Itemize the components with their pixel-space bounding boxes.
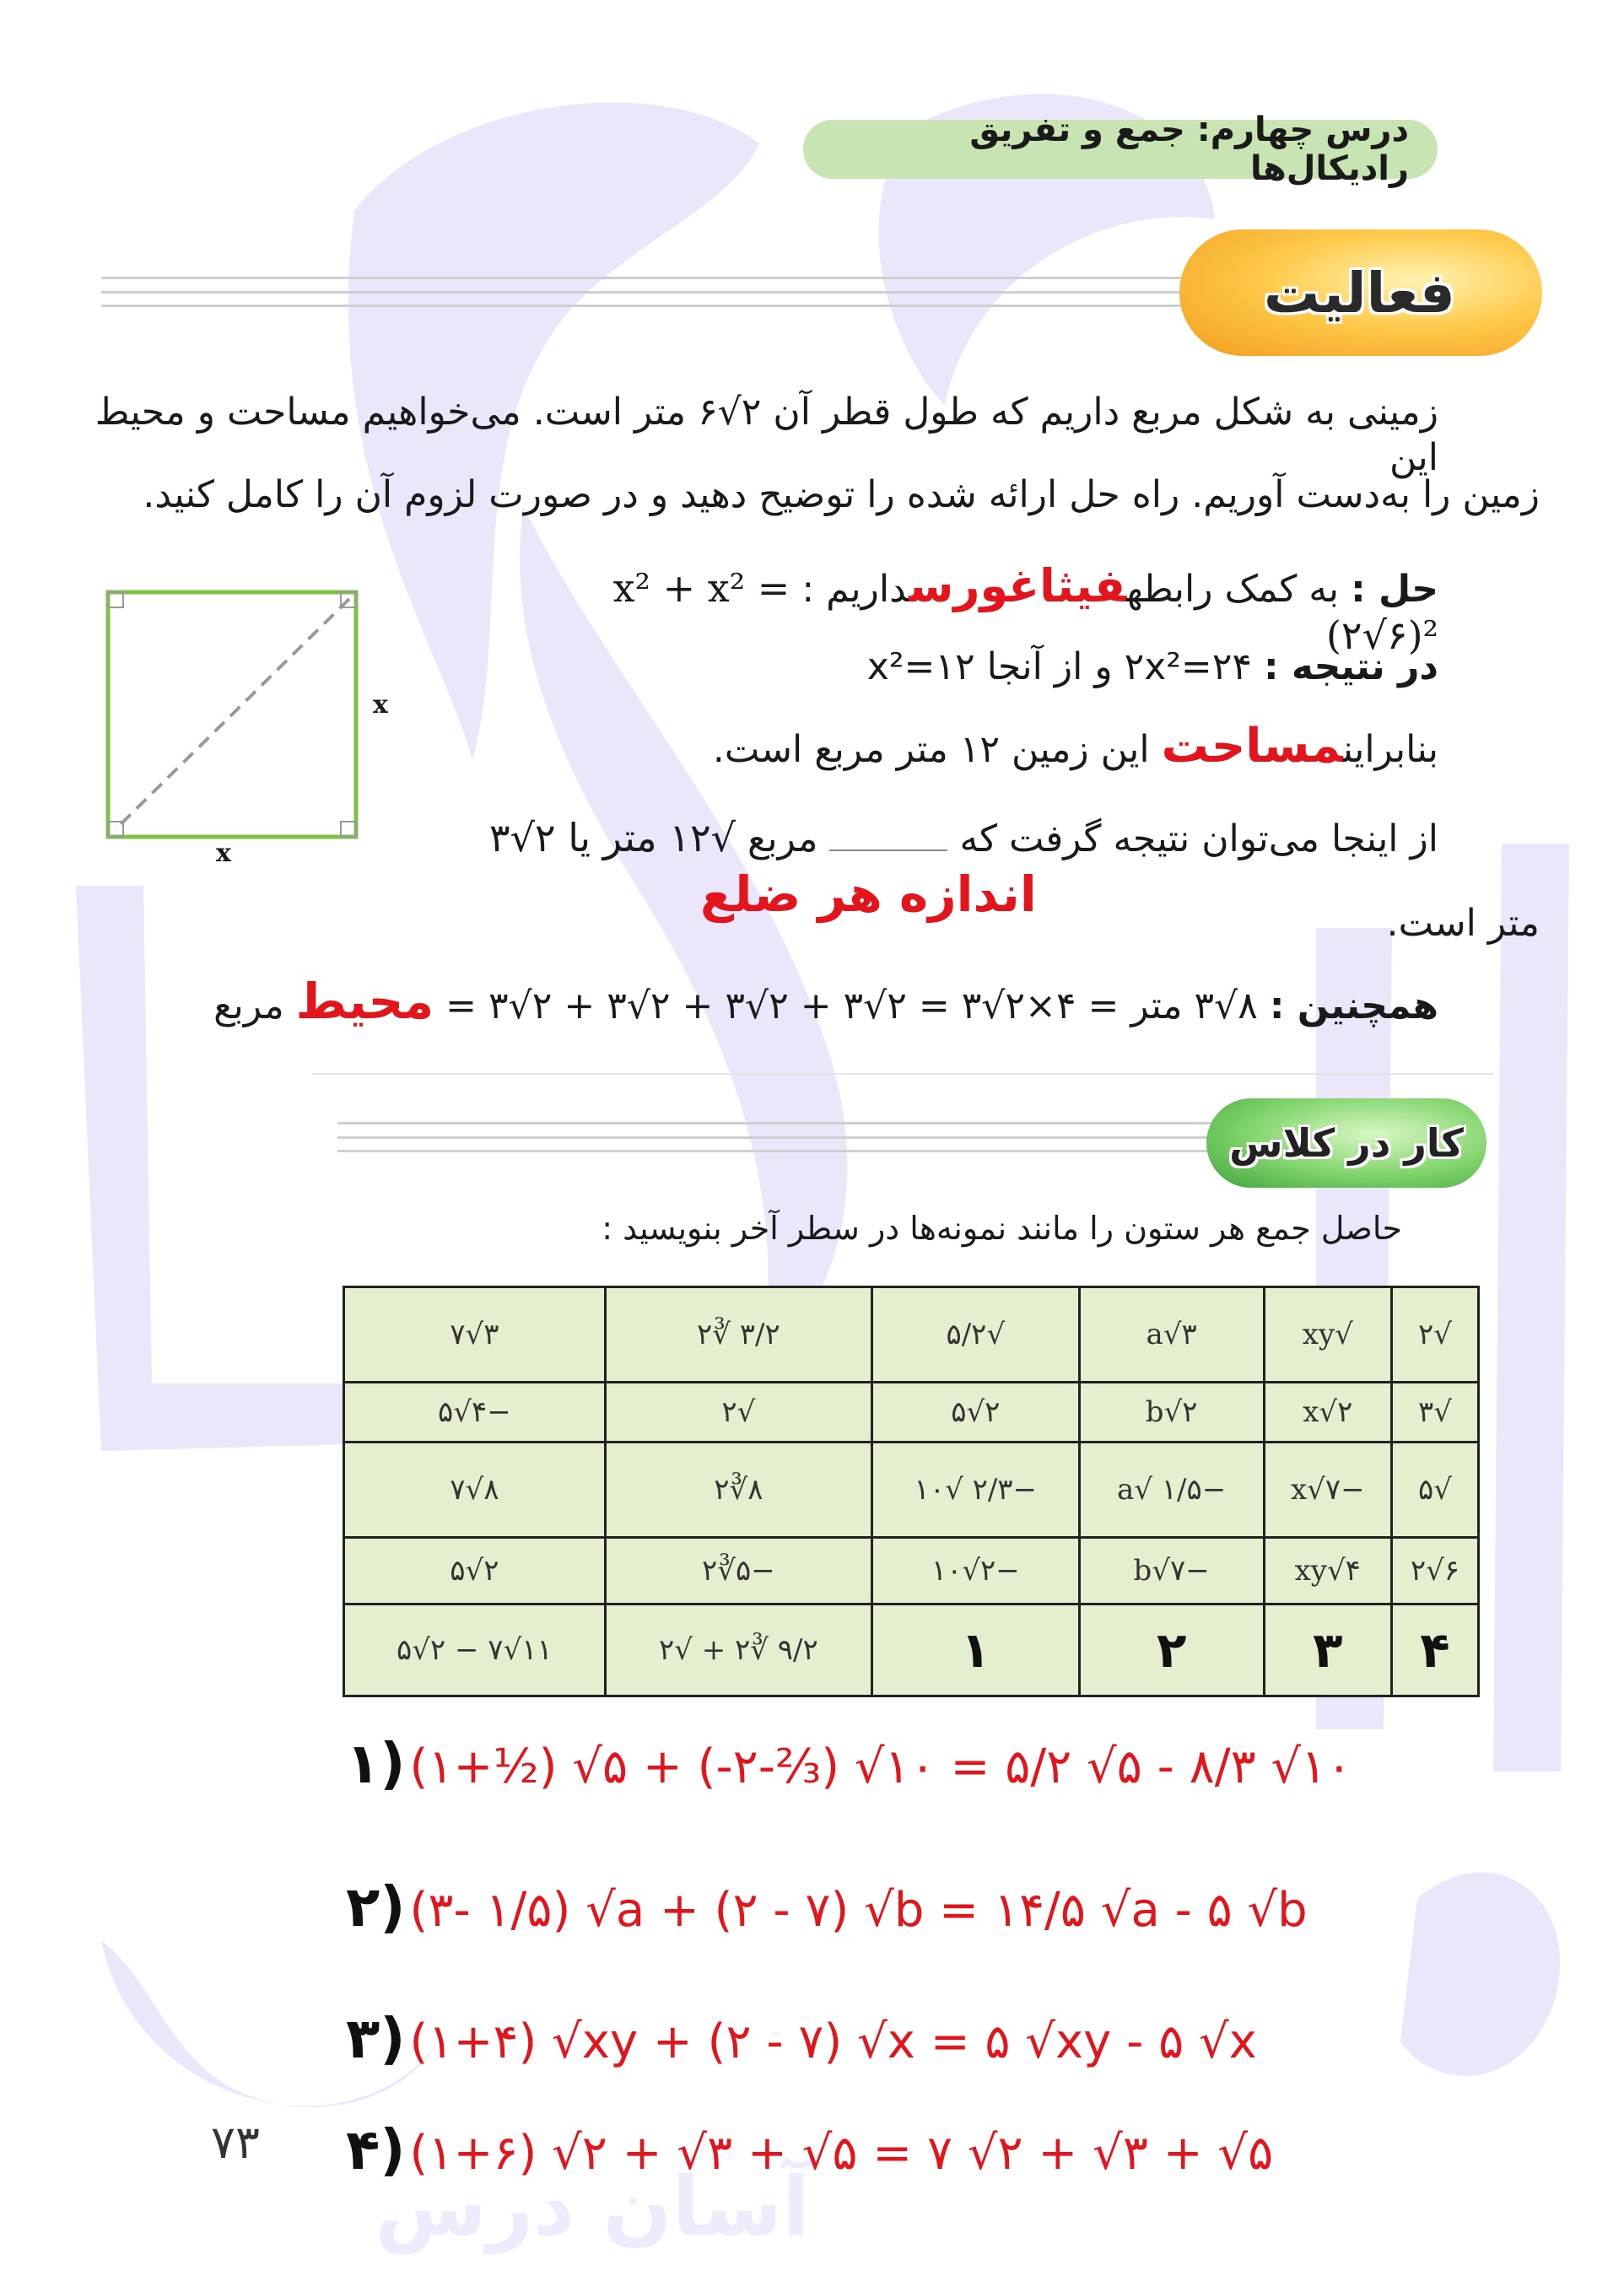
result-line: [523, 644, 1438, 690]
solution-have: داریم :: [801, 568, 909, 611]
table-cell: −۵∛۲: [605, 1538, 871, 1604]
table-cell: ۸∛۲: [605, 1443, 871, 1538]
table-cell: −۷√b: [1079, 1538, 1264, 1604]
side-line-2: [1181, 901, 1540, 946]
intro-text-1: زمینی به شکل مربع داریم که طول قطر آن ۲√۶ متر است. می‌خواهیم مساحت و محیط این: [94, 391, 1438, 479]
table-cell: ۸√۷: [344, 1443, 606, 1538]
table-cell: ۳√a: [1079, 1287, 1264, 1383]
side-text-b: مربع: [747, 817, 818, 860]
answer-number: ۳): [346, 2006, 406, 2071]
side-text-a: از اینجا می‌توان نتیجه گرفت که: [959, 817, 1438, 860]
table-row: [344, 1383, 1479, 1443]
table-cell: ۴√xy: [1264, 1538, 1391, 1604]
table-cell: ۳: [1264, 1604, 1391, 1696]
activity-badge: [1179, 229, 1542, 356]
side-text-2: متر است.: [1386, 902, 1540, 945]
intro-line-1: [93, 390, 1438, 481]
table-cell: −۲√۱۰: [872, 1538, 1080, 1604]
classwork-header-lines: [337, 1122, 1223, 1175]
classwork-badge: [1206, 1098, 1486, 1188]
result-text: ۲۴=۲x² و از آنجا ۱۲=x²: [866, 645, 1253, 688]
lesson-title-text: درس چهارم: جمع و تفریق رادیکال‌ها: [969, 111, 1409, 188]
table-cell: ۲√x: [1264, 1383, 1391, 1443]
area-answer: مساحت: [1161, 719, 1343, 774]
table-cell: ۲√۵: [344, 1538, 606, 1604]
classwork-label: کار در کلاس: [1229, 1120, 1464, 1166]
area-prefix: بنابراین: [1342, 728, 1438, 771]
table-row: [344, 1604, 1479, 1696]
table-cell: ۱: [872, 1604, 1080, 1696]
intro-text-2: زمین را به‌دست آوریم. راه حل ارائه شده را توضیح دهید و در صورت لزوم آن را کامل کنید.: [143, 473, 1540, 516]
answer-expression: (۳- ۱/۵) √a + (۲ - ۷) √b = ۱۴/۵ √a - ۵ √b: [409, 1883, 1308, 1938]
table-cell: ۳√۷: [344, 1287, 606, 1383]
classwork-instruction-text: حاصل جمع هر ستون را مانند نمونه‌ها در سطر آخر بنویسید :: [602, 1210, 1402, 1247]
table-cell: √۵: [1391, 1443, 1478, 1538]
classwork-instruction: [591, 1210, 1402, 1247]
answer-number: ۱): [346, 1731, 406, 1796]
table-cell: ۳/۲ ∛۲: [605, 1287, 871, 1383]
page-number: ۷۳: [211, 2116, 261, 2169]
section-divider: [312, 1073, 1493, 1075]
sum-table: [343, 1286, 1480, 1697]
table-cell: −۲/۳ √۱۰: [872, 1443, 1080, 1538]
table-cell: −۱/۵ √a: [1079, 1443, 1264, 1538]
solution-formula: x² + x² = (۲√۶)²: [612, 565, 1438, 658]
answer-number: ۲): [346, 1874, 406, 1939]
square-bottom-label: x: [216, 839, 231, 868]
intro-line-2: [93, 472, 1540, 518]
lesson-title: [803, 111, 1438, 188]
side-formula: √۱۲ متر یا ۲√۳: [488, 815, 736, 860]
table-cell: ۲: [1079, 1604, 1264, 1696]
table-row: [344, 1287, 1479, 1383]
table-cell: ۲√b: [1079, 1383, 1264, 1443]
square-diagonal: [115, 599, 349, 830]
answer-1: [346, 1731, 1476, 1796]
answer-number: ۴): [346, 2117, 406, 2182]
answer-expression: (۱+۴) √xy + (۲ - ۷) √x = ۵ √xy - ۵ √x: [409, 2014, 1257, 2069]
table-cell: ۱۱√۷ − ۲√۵: [344, 1604, 606, 1696]
perimeter-formula: ۸√۳ متر = ۴×۲√۳ = ۲√۳ + ۲√۳ + ۲√۳ + ۲√۳ =: [445, 984, 1258, 1027]
table-row: [344, 1443, 1479, 1538]
activity-label: فعالیت: [1264, 260, 1455, 326]
table-cell: ۹/۲ ∛۲ + √۲: [605, 1604, 871, 1696]
square-right-label: x: [373, 690, 388, 720]
solution-text: به کمک رابطه: [1126, 568, 1340, 611]
answer-expression: (۱+½) √۵ + (-۲-⅔) √۱۰ = ۵/۲ √۵ - ۸/۳ √۱۰: [409, 1739, 1352, 1794]
activity-header-lines: [101, 277, 1198, 330]
area-suffix: این زمین ۱۲ متر مربع است.: [712, 728, 1150, 771]
watermark-text: آسان درس: [375, 2160, 810, 2254]
table-cell: √xy: [1264, 1287, 1391, 1383]
answer-3: [346, 2006, 1476, 2071]
table-cell: √۳: [1391, 1383, 1478, 1443]
answer-2: [346, 1874, 1476, 1939]
table-cell: √۵/۲: [872, 1287, 1080, 1383]
side-answer: اندازه هر ضلع: [700, 866, 1037, 923]
also-label: همچنین :: [1269, 984, 1438, 1027]
area-line: [523, 719, 1438, 774]
answer-4: [346, 2117, 1476, 2182]
side-line: [405, 815, 1438, 862]
square-figure: [100, 584, 395, 862]
table-cell: √۲: [605, 1383, 871, 1443]
table-cell: √۲: [1391, 1287, 1478, 1383]
table-row: [344, 1538, 1479, 1604]
result-label: در نتیجه :: [1264, 645, 1438, 688]
pythagoras-answer: فیثاغورس: [909, 559, 1127, 612]
table-cell: ۴: [1391, 1604, 1478, 1696]
perimeter-answer: محیط: [295, 973, 434, 1030]
table-cell: −۴√۵: [344, 1383, 606, 1443]
solution-label: حل :: [1351, 568, 1438, 611]
table-cell: −۷√x: [1264, 1443, 1391, 1538]
table-cell: ۶√۲: [1391, 1538, 1478, 1604]
answer-expression: (۱+۶) √۲ + √۳ + √۵ = ۷ √۲ + √۳ + √۵: [409, 2126, 1274, 2181]
perimeter-line: [169, 973, 1438, 1030]
table-cell: ۲√۵: [872, 1383, 1080, 1443]
perimeter-suffix: مربع: [213, 984, 284, 1027]
